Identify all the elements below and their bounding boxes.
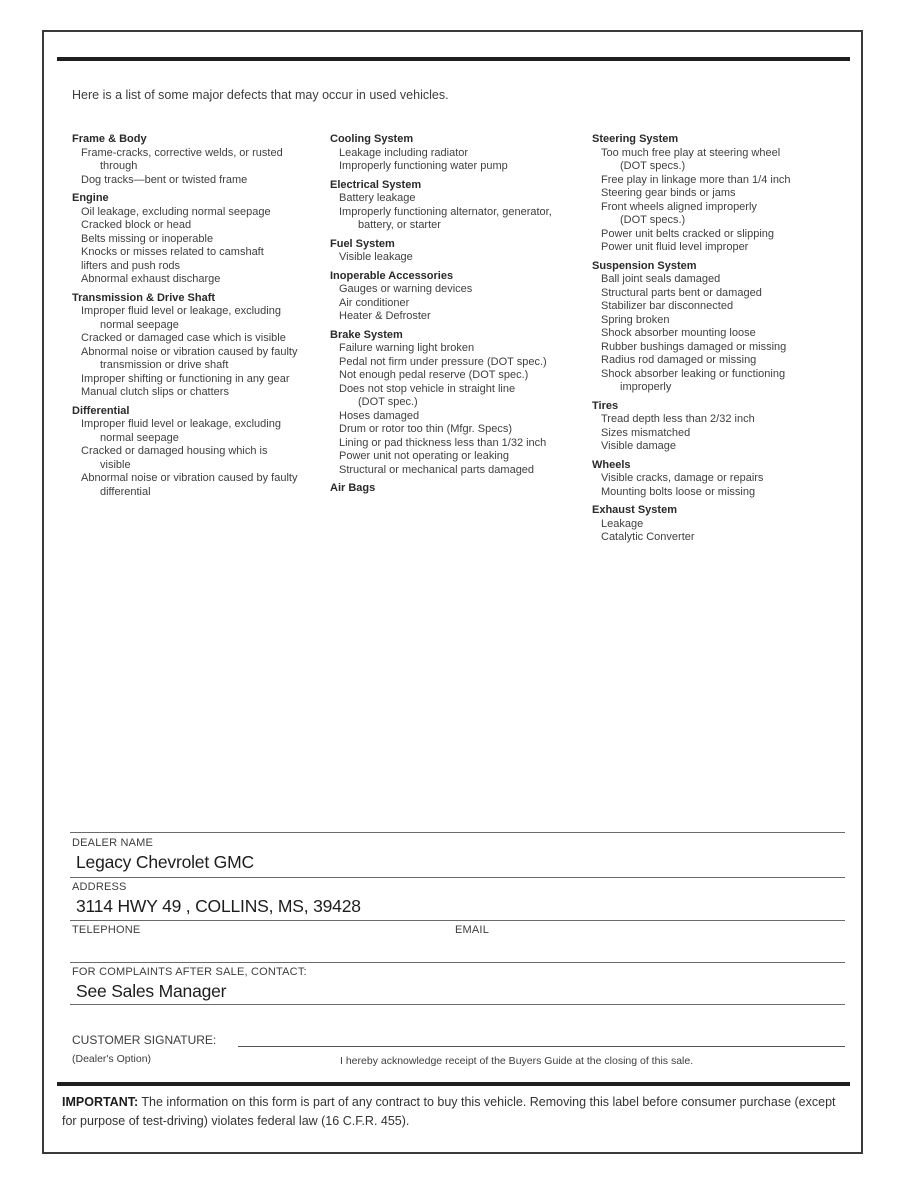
defect-item-line: Belts missing or inoperable xyxy=(81,232,214,245)
defect-item-line: Stabilizer bar disconnected xyxy=(601,300,734,312)
complaints-value: See Sales Manager xyxy=(76,981,227,1001)
defect-item-line: Does not stop vehicle in straight line xyxy=(339,382,516,395)
important-text: The information on this form is part of any contract to buy this vehicle. Removing this label before consumer purchase (except for purpose of test-driving) violates federal law (16 C.F.R. 455). xyxy=(62,1095,836,1129)
defect-item-line: Tread depth less than 2/32 inch xyxy=(601,413,755,425)
defect-item-line: Shock absorber mounting loose xyxy=(601,327,756,339)
section-heading: Suspension System xyxy=(592,259,697,272)
defect-item-line: Cracked or damaged case which is visible xyxy=(81,332,286,344)
important-notice xyxy=(62,1093,846,1132)
section-heading: Air Bags xyxy=(330,482,376,494)
field-divider-line xyxy=(70,832,845,833)
defect-item-line: Power unit belts cracked or slipping xyxy=(601,227,775,240)
section-heading: Wheels xyxy=(592,458,631,471)
defect-item-line: normal seepage xyxy=(100,431,179,444)
defect-item-line: Cracked block or head xyxy=(81,219,192,231)
defect-item-line: Not enough pedal reserve (DOT spec.) xyxy=(339,369,529,381)
defect-item-line: Visible damage xyxy=(601,440,677,452)
defects-list xyxy=(72,133,852,545)
defect-item-line: Battery leakage xyxy=(339,192,416,204)
defect-item-line: Abnormal noise or vibration caused by faulty xyxy=(81,345,298,358)
defect-item-line: Radius rod damaged or missing xyxy=(601,354,757,366)
defect-item-line: Pedal not firm under pressure (DOT spec.) xyxy=(339,355,547,368)
defect-item-line: Improperly functioning alternator, generator, xyxy=(339,205,552,218)
defect-item-line: Leakage xyxy=(601,517,644,530)
intro-text: Here is a list of some major defects that may occur in used vehicles. xyxy=(72,88,449,102)
defect-item-line: Spring broken xyxy=(601,313,670,326)
defect-item-line: Air conditioner xyxy=(339,296,410,309)
section-heading: Steering System xyxy=(592,133,679,145)
defect-item-line: Gauges or warning devices xyxy=(339,283,473,295)
defect-item-line: Cracked or damaged housing which is xyxy=(81,445,268,457)
section-heading: Differential xyxy=(72,404,130,417)
defect-item-line: Structural or mechanical parts damaged xyxy=(339,463,535,476)
defect-item-line: Heater & Defroster xyxy=(339,310,431,322)
defect-item-line: Power unit not operating or leaking xyxy=(339,450,509,462)
defect-item-line: Manual clutch slips or chatters xyxy=(81,386,229,398)
section-heading: Electrical System xyxy=(330,178,422,191)
defect-item-line: Oil leakage, excluding normal seepage xyxy=(81,205,271,218)
defect-item-line: Visible cracks, damage or repairs xyxy=(601,472,764,484)
field-divider-line xyxy=(70,920,845,921)
defect-item-line: normal seepage xyxy=(100,318,179,331)
defect-item-line: Failure warning light broken xyxy=(339,342,475,354)
defect-item-line: Abnormal exhaust discharge xyxy=(81,273,221,285)
bottom-rule xyxy=(57,1082,850,1086)
defect-item-line: Improperly functioning water pump xyxy=(339,160,508,172)
defect-item-line: Frame-cracks, corrective welds, or rusted xyxy=(81,146,283,159)
defect-item-line: Improper fluid level or leakage, excluding xyxy=(81,305,281,317)
defect-item-line: Mounting bolts loose or missing xyxy=(601,485,756,498)
section-heading: Engine xyxy=(72,192,109,204)
defect-item-line: (DOT specs.) xyxy=(620,214,686,226)
defect-item-line: (DOT spec.) xyxy=(358,396,418,408)
section-heading: Transmission & Drive Shaft xyxy=(72,291,216,304)
defect-item-line: Visible leakage xyxy=(339,251,413,263)
defect-item-line: Free play in linkage more than 1/4 inch xyxy=(601,173,791,186)
field-divider-line xyxy=(70,877,845,878)
customer-signature-label: CUSTOMER SIGNATURE: xyxy=(72,1033,217,1047)
defect-item-line: Steering gear binds or jams xyxy=(601,187,736,199)
defect-item-line: Shock absorber leaking or functioning xyxy=(601,367,786,380)
defect-item-line: Too much free play at steering wheel xyxy=(601,146,781,159)
defect-item-line: battery, or starter xyxy=(358,219,441,231)
acknowledgement-text: I hereby acknowledge receipt of the Buyers Guide at the closing of this sale. xyxy=(340,1055,694,1067)
defect-item-line: Front wheels aligned improperly xyxy=(601,200,757,213)
defect-item-line: Improper fluid level or leakage, excluding xyxy=(81,418,281,430)
defect-item-line: Rubber bushings damaged or missing xyxy=(601,340,787,353)
dealer-name-value: Legacy Chevrolet GMC xyxy=(76,852,254,872)
section-heading: Cooling System xyxy=(330,133,414,145)
defect-item-line: (DOT specs.) xyxy=(620,160,686,172)
defect-item-line: Power unit fluid level improper xyxy=(601,241,749,253)
defects-column xyxy=(592,133,852,545)
defect-item-line: Leakage including radiator xyxy=(339,146,469,159)
important-label: IMPORTANT: xyxy=(62,1095,139,1109)
dealer-name-label: DEALER NAME xyxy=(72,837,154,849)
section-heading: Brake System xyxy=(330,328,403,341)
defect-item-line: Ball joint seals damaged xyxy=(601,273,721,285)
email-label: EMAIL xyxy=(455,924,490,936)
defect-item-line: improperly xyxy=(620,381,672,393)
telephone-label: TELEPHONE xyxy=(72,924,141,936)
section-heading: Frame & Body xyxy=(72,133,147,145)
section-heading: Inoperable Accessories xyxy=(330,269,454,282)
address-label: ADDRESS xyxy=(72,881,127,893)
section-heading: Exhaust System xyxy=(592,504,677,516)
defect-item-line: Sizes mismatched xyxy=(601,426,691,439)
defect-item-line: Abnormal noise or vibration caused by faulty xyxy=(81,472,298,484)
defect-item-line: visible xyxy=(100,458,131,471)
section-heading: Tires xyxy=(592,399,619,412)
dealers-option-note: (Dealer's Option) xyxy=(72,1053,152,1065)
defect-item-line: Drum or rotor too thin (Mfgr. Specs) xyxy=(339,423,512,435)
defect-item-line: lifters and push rods xyxy=(81,259,181,272)
defect-item-line: Improper shifting or functioning in any gear xyxy=(81,372,290,385)
complaints-label: FOR COMPLAINTS AFTER SALE, CONTACT: xyxy=(72,966,307,978)
address-value: 3114 HWY 49 , COLLINS, MS, 39428 xyxy=(76,896,361,916)
defect-item-line: Catalytic Converter xyxy=(601,531,695,543)
defect-item-line: Structural parts bent or damaged xyxy=(601,286,762,299)
field-divider-line xyxy=(70,962,845,963)
defects-column xyxy=(72,133,330,545)
section-heading: Fuel System xyxy=(330,237,395,250)
defect-item-line: transmission or drive shaft xyxy=(100,359,229,371)
field-divider-line xyxy=(70,1004,845,1005)
defect-item-line: through xyxy=(100,160,138,172)
defect-item-line: Knocks or misses related to camshaft xyxy=(81,246,264,258)
defect-item-line: Hoses damaged xyxy=(339,409,420,422)
defect-item-line: Dog tracks—bent or twisted frame xyxy=(81,173,248,186)
top-rule xyxy=(57,57,850,61)
defects-column xyxy=(330,133,592,545)
signature-line xyxy=(238,1046,845,1047)
defect-item-line: Lining or pad thickness less than 1/32 inch xyxy=(339,436,547,449)
defect-item-line: differential xyxy=(100,485,151,498)
